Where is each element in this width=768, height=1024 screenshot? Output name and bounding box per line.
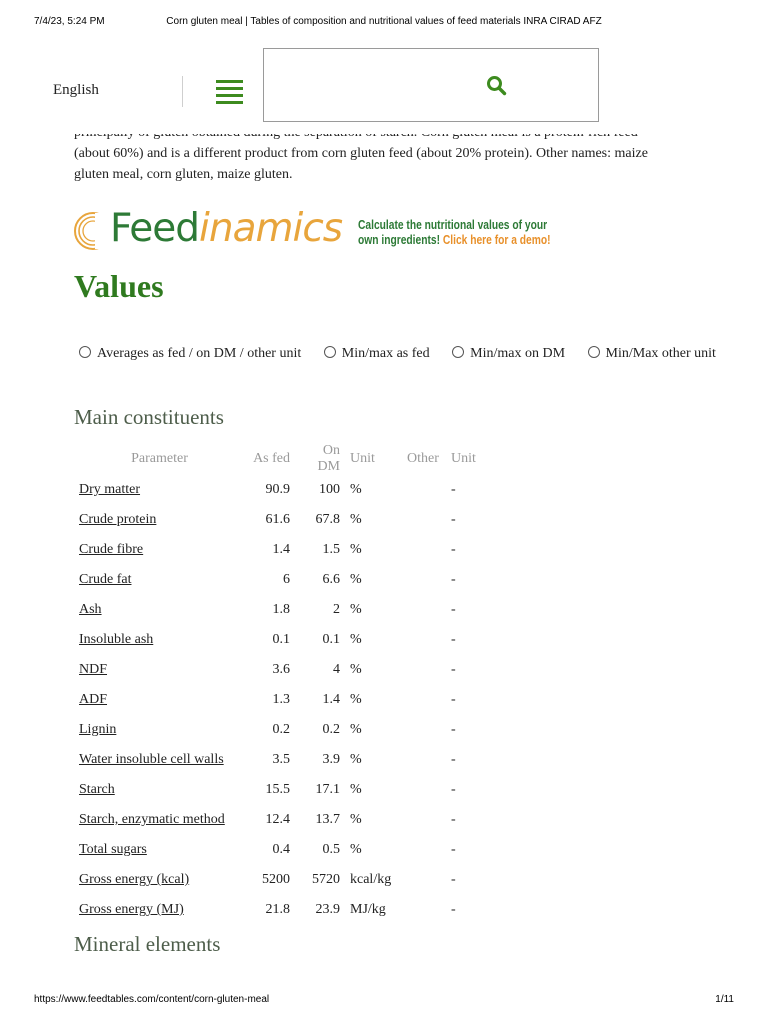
cell-other xyxy=(400,595,446,625)
search-input[interactable] xyxy=(263,48,599,122)
table-row xyxy=(74,805,486,835)
parameter-link[interactable]: Ash xyxy=(79,602,102,617)
cell-other xyxy=(400,835,446,865)
nav-divider xyxy=(182,76,183,107)
parameter-link[interactable]: Starch xyxy=(79,782,115,797)
cell-unit: % xyxy=(350,842,362,857)
table-row xyxy=(74,505,486,535)
cell-other xyxy=(400,865,446,895)
parameter-cell xyxy=(74,535,245,565)
cell-other xyxy=(400,775,446,805)
cell-on-dm: 0.5 xyxy=(322,842,340,857)
table-row xyxy=(74,745,486,775)
demo-link[interactable]: Click here for a demo! xyxy=(442,233,551,247)
parameter-cell xyxy=(74,835,245,865)
cell-unit: % xyxy=(350,632,362,647)
parameter-link[interactable]: Crude protein xyxy=(79,512,157,527)
cell-other xyxy=(400,535,446,565)
radio-minmax-other-unit[interactable]: Min/Max other unit xyxy=(583,346,716,361)
cell-as-fed: 12.4 xyxy=(265,812,290,827)
cell-unit: MJ/kg xyxy=(350,902,386,917)
parameter-link[interactable]: Gross energy (MJ) xyxy=(79,902,184,917)
cell-on-dm: 13.7 xyxy=(315,812,340,827)
table-row xyxy=(74,595,486,625)
print-footer xyxy=(34,994,734,1008)
hamburger-menu-icon[interactable] xyxy=(216,80,243,104)
view-options xyxy=(74,343,724,364)
parameter-cell xyxy=(74,805,245,835)
print-url: https://www.feedtables.com/content/corn-gluten-meal xyxy=(34,994,270,1005)
cell-unit: % xyxy=(350,662,362,677)
parameter-cell xyxy=(74,625,245,655)
cell-unit: % xyxy=(350,812,362,827)
column-header: Other xyxy=(407,451,439,466)
cell-as-fed: 3.6 xyxy=(272,662,290,677)
print-datetime: 7/4/23, 5:24 PM xyxy=(34,16,105,27)
parameter-link[interactable]: ADF xyxy=(79,692,108,707)
parameter-cell xyxy=(74,895,245,925)
main-constituents-heading: Main constituents xyxy=(74,405,224,429)
cell-unit: kcal/kg xyxy=(350,872,392,887)
cell-as-fed: 90.9 xyxy=(265,482,290,497)
parameter-cell xyxy=(74,685,245,715)
values-heading: Values xyxy=(74,268,164,304)
radio-button[interactable] xyxy=(324,346,336,358)
cell-other xyxy=(400,745,446,775)
cell-unit: % xyxy=(350,722,362,737)
print-page-title: Corn gluten meal | Tables of composition and nutritional values of feed materials INRA CIRAD AFZ xyxy=(166,16,602,27)
cell-other-unit: - xyxy=(451,632,456,647)
radio-button[interactable] xyxy=(452,346,464,358)
table-row xyxy=(74,715,486,745)
cell-as-fed: 61.6 xyxy=(265,512,290,527)
cell-other-unit: - xyxy=(451,872,456,887)
feedinamics-banner[interactable] xyxy=(73,206,563,254)
parameter-link[interactable]: Lignin xyxy=(79,722,117,737)
cell-other xyxy=(400,655,446,685)
column-header: Parameter xyxy=(131,451,188,466)
cell-as-fed: 1.4 xyxy=(272,542,290,557)
parameter-cell xyxy=(74,775,245,805)
table-row xyxy=(74,475,486,505)
parameter-cell xyxy=(74,505,245,535)
cell-other-unit: - xyxy=(451,782,456,797)
cell-other xyxy=(400,505,446,535)
cell-as-fed: 0.1 xyxy=(272,632,290,647)
intro-paragraph xyxy=(74,134,718,196)
banner-tagline: Calculate the nutritional values of your own ingredients! Click here for a demo! xyxy=(358,218,551,247)
cell-other-unit: - xyxy=(451,512,456,527)
table-row xyxy=(74,625,486,655)
cell-other xyxy=(400,895,446,925)
cell-unit: % xyxy=(350,512,362,527)
cell-unit: % xyxy=(350,482,362,497)
cell-other-unit: - xyxy=(451,602,456,617)
cell-other-unit: - xyxy=(451,812,456,827)
cell-on-dm: 2 xyxy=(333,602,340,617)
parameter-cell xyxy=(74,715,245,745)
cell-unit: % xyxy=(350,752,362,767)
parameter-link[interactable]: Starch, enzymatic method xyxy=(79,812,225,827)
cell-other xyxy=(400,625,446,655)
cell-other xyxy=(400,715,446,745)
cell-on-dm: 6.6 xyxy=(322,572,340,587)
table-row xyxy=(74,685,486,715)
parameter-cell xyxy=(74,595,245,625)
parameter-cell xyxy=(74,745,245,775)
cell-on-dm: 5720 xyxy=(312,872,340,887)
parameter-link[interactable]: Gross energy (kcal) xyxy=(79,872,190,887)
radio-minmax-as-fed[interactable]: Min/max as fed xyxy=(319,346,430,361)
print-header xyxy=(34,16,734,30)
cell-as-fed: 5200 xyxy=(262,872,290,887)
cell-unit: % xyxy=(350,692,362,707)
cell-other xyxy=(400,685,446,715)
top-nav-bar xyxy=(0,40,768,134)
cell-on-dm: 100 xyxy=(319,482,340,497)
table-row xyxy=(74,565,486,595)
table-row xyxy=(74,835,486,865)
cell-as-fed: 15.5 xyxy=(265,782,290,797)
main-constituents-table xyxy=(74,443,486,925)
cell-on-dm: 67.8 xyxy=(315,512,340,527)
cell-as-fed: 3.5 xyxy=(272,752,290,767)
cell-as-fed: 1.3 xyxy=(272,692,290,707)
parameter-cell xyxy=(74,655,245,685)
radio-button[interactable] xyxy=(79,346,91,358)
cell-other xyxy=(400,565,446,595)
parameter-link[interactable]: Water insoluble cell walls xyxy=(79,752,224,767)
radio-button[interactable] xyxy=(588,346,600,358)
cell-on-dm: 4 xyxy=(333,662,340,677)
column-header: Unit xyxy=(451,451,476,466)
cell-unit: % xyxy=(350,782,362,797)
cell-other-unit: - xyxy=(451,692,456,707)
cell-other-unit: - xyxy=(451,752,456,767)
intro-line: gluten meal, corn gluten, maize gluten. xyxy=(74,167,293,182)
cell-on-dm: 23.9 xyxy=(315,902,340,917)
cell-as-fed: 21.8 xyxy=(265,902,290,917)
cell-other-unit: - xyxy=(451,482,456,497)
intro-line: (about 60%) and is a different product from corn gluten feed (about 20% protein). Other names: maize xyxy=(74,146,648,161)
column-header: Unit xyxy=(350,451,375,466)
print-page-number: 1/11 xyxy=(715,994,734,1005)
table-row xyxy=(74,775,486,805)
search-icon[interactable] xyxy=(486,75,506,95)
cell-other-unit: - xyxy=(451,842,456,857)
feedinamics-logo-icon xyxy=(73,210,113,252)
cell-on-dm: 0.2 xyxy=(322,722,340,737)
parameter-cell xyxy=(74,865,245,895)
parameter-link[interactable]: NDF xyxy=(79,662,108,677)
cell-as-fed: 0.4 xyxy=(272,842,290,857)
cell-other xyxy=(400,805,446,835)
table-row xyxy=(74,895,486,925)
cell-unit: % xyxy=(350,572,362,587)
cell-other-unit: - xyxy=(451,902,456,917)
cell-other xyxy=(400,475,446,505)
parameter-link[interactable]: Total sugars xyxy=(79,842,147,857)
table-row xyxy=(74,865,486,895)
cell-unit: % xyxy=(350,602,362,617)
table-header-row xyxy=(74,443,486,475)
parameter-link[interactable]: Insoluble ash xyxy=(79,632,154,647)
table-row xyxy=(74,655,486,685)
parameter-link[interactable]: Crude fat xyxy=(79,572,132,587)
cell-as-fed: 6 xyxy=(283,572,290,587)
cell-other-unit: - xyxy=(451,572,456,587)
cell-on-dm: 1.5 xyxy=(322,542,340,557)
cell-as-fed: 1.8 xyxy=(272,602,290,617)
table-row xyxy=(74,535,486,565)
parameter-link[interactable]: Dry matter xyxy=(79,482,141,497)
parameter-cell xyxy=(74,565,245,595)
cell-on-dm: 0.1 xyxy=(322,632,340,647)
cell-other-unit: - xyxy=(451,722,456,737)
cell-other-unit: - xyxy=(451,542,456,557)
cell-on-dm: 1.4 xyxy=(322,692,340,707)
column-header: As fed xyxy=(253,451,290,466)
cell-unit: % xyxy=(350,542,362,557)
parameter-cell xyxy=(74,475,245,505)
parameter-link[interactable]: Crude fibre xyxy=(79,542,144,557)
column-header: On DM xyxy=(317,443,340,474)
feedinamics-wordmark: Feedinamics xyxy=(110,206,343,251)
cell-as-fed: 0.2 xyxy=(272,722,290,737)
cell-on-dm: 3.9 xyxy=(322,752,340,767)
cell-other-unit: - xyxy=(451,662,456,677)
language-selector[interactable]: English xyxy=(53,82,99,98)
radio-minmax-on-dm[interactable]: Min/max on DM xyxy=(447,346,565,361)
radio-averages[interactable]: Averages as fed / on DM / other unit xyxy=(74,346,301,361)
cell-on-dm: 17.1 xyxy=(315,782,340,797)
mineral-elements-heading: Mineral elements xyxy=(74,932,221,956)
